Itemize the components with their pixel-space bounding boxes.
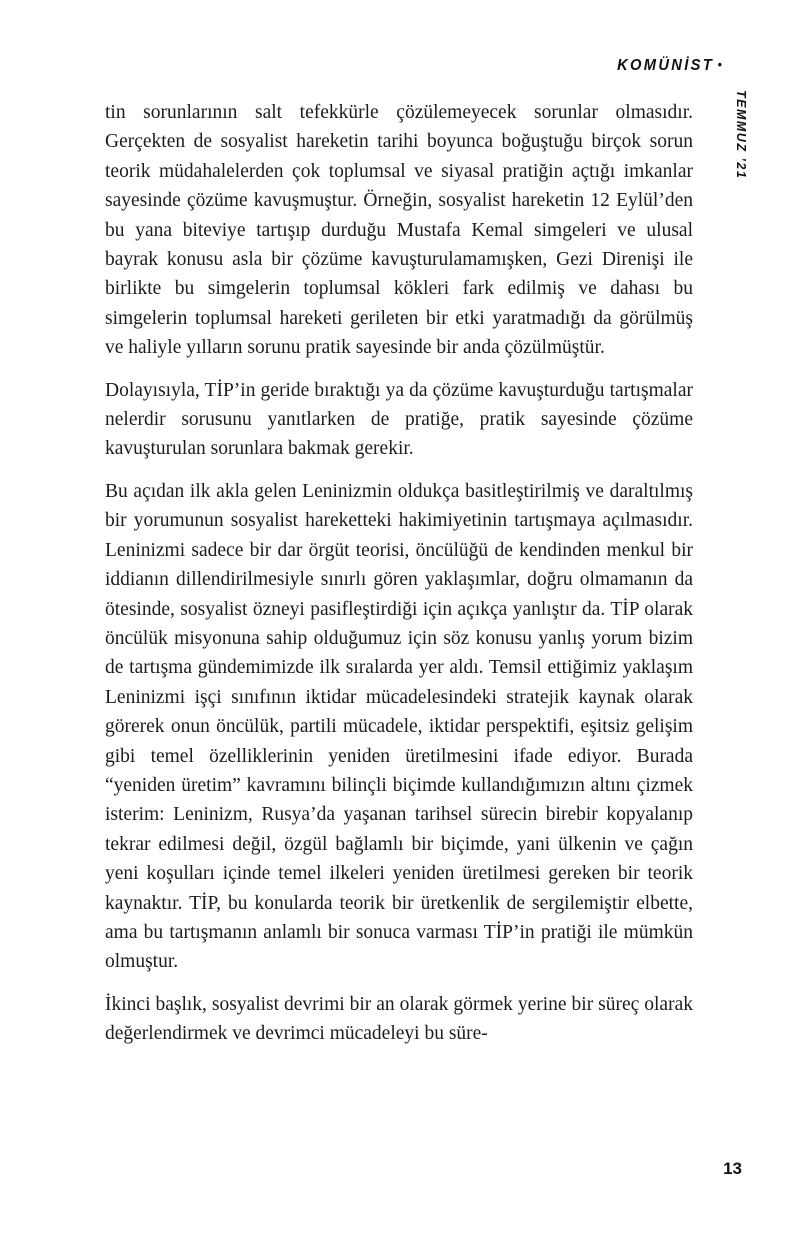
paragraph: Dolayısıyla, TİP’in geride bıraktığı ya da çözüme kavuşturduğu tartışmalar nelerdir sorusunu yanıtlarken de pratiğe, pratik sayesinde çözüme kavuşturulan sorunlara bakmak gerekir. xyxy=(105,379,693,460)
paragraph: tin sorunlarının salt tefekkürle çözülemeyecek sorunlar olmasıdır. Gerçekten de sosyalist hareketin tarihi boyunca boğuştuğu birçok sorun teorik müdahalelerden çok toplumsal ve siyasal pratiğin açtığı imkanlar sayesinde çözüme kavuşmuştur. Örneğin, sosyalist hareketin 12 Eylül’den bu yana biteviye tartışıp durduğu Mustafa Kemal simgeleri ve ulusal bayrak konusu asla bir çözüme kavuşturulamamışken, Gezi Direnişi ile birlikte bu simgelerin toplumsal kökleri fark edilmiş ve dahası bu simgelerin toplumsal hareketi gerileten bir etki yaratmadığı da görülmüş ve haliyle yılların sorunu pratik sayesinde bir anda çözülmüştür. xyxy=(105,102,693,359)
running-head xyxy=(617,57,722,75)
paragraph: Bu açıdan ilk akla gelen Leninizmin oldukça basitleştirilmiş ve daraltılmış bir yorumunun sosyalist hareketteki hakimiyetinin tartışmaya açılmasıdır. Leninizmi sadece bir dar örgüt teorisi, öncülüğü de kendinden menkul bir iddianın dillendirilmesiyle sınırlı gören yaklaşımlar, doğru olmamanın da ötesinde, sosyalist özneyi pasifleştirdiği için açıkça yanlıştır da. TİP olarak öncülük misyonuna sahip olduğumuz için söz konusu yanlış yorum bizim de tartışma gündemimizde ilk sıralarda yer aldı. Temsil ettiğimiz yaklaşım Leninizmi işçi sınıfının iktidar mücadelesindeki stratejik kaynak olarak görerek onun öncülük, partili mücadele, iktidar perspektifi, eşitsiz gelişim gibi temel özelliklerinin yeniden üretilmesini ifade ediyor. Burada “yeniden üretim” kavramını bilinçli biçimde kullandığımızın altını çizmek isterim: Leninizm, Rusya’da yaşanan tarihsel sürecin birebir kopyalanıp tekrar edilmesi değil, özgül bağlamlı bir biçimde, yani ülkenin ve çağın yeni koşulları içinde temel ilkeleri yeniden üretilmesi gereken bir teorik kaynaktır. TİP, bu konularda teorik bir üretkenlik de sergilemiştir elbette, ama bu tartışmanın anlamlı bir sonuca varması TİP’in pratiği ile mümkün olmuştur. xyxy=(105,480,693,973)
journal-title: KOMÜNİST xyxy=(617,57,715,74)
body-text xyxy=(105,98,693,1062)
header-bullet-icon: • xyxy=(717,57,722,72)
paragraph: İkinci başlık, sosyalist devrimi bir an olarak görmek yerine bir süreç olarak değerlendirmek ve devrimci mücadeleyi bu süre- xyxy=(105,993,693,1045)
issue-date-vertical: TEMMUZ ’21 xyxy=(734,90,748,180)
page-number: 13 xyxy=(723,1159,742,1178)
